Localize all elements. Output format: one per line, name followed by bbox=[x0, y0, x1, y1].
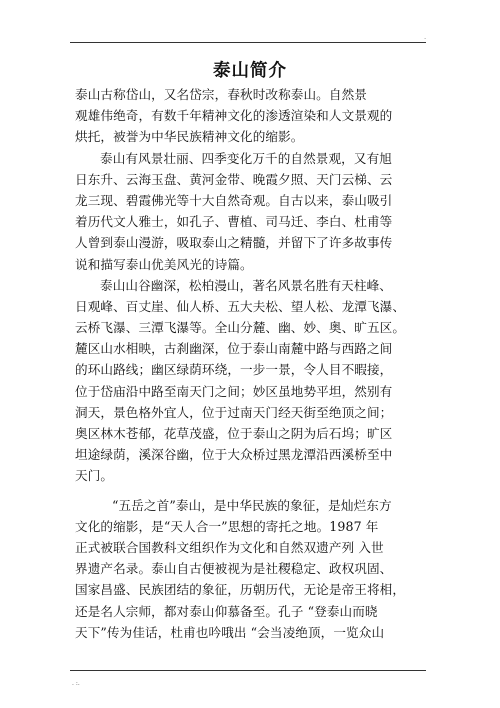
text-line: 的环山路线；幽区绿荫环绕，一步一景，令人目不暇接， bbox=[75, 362, 393, 378]
text-line: 泰山山谷幽深，松柏漫山，著名风景名胜有天柱峰、 bbox=[100, 277, 392, 293]
page-title: 泰山简介 bbox=[213, 61, 287, 81]
text-line: 龙三现、碧霞佛光等十大自然奇观。自古以来，泰山吸引 bbox=[75, 192, 393, 208]
footer-rule bbox=[70, 670, 426, 671]
text-line: 国家昌盛、民族团结的象征，历朝历代，无论是帝王将相， bbox=[75, 582, 406, 598]
text-line: 说和描写泰山优美风光的诗篇。 bbox=[75, 256, 253, 272]
text-line: 天下”传为佳话，杜甫也吟哦出 “会当凌绝顶，一览众山 bbox=[75, 624, 385, 640]
text-line: 洞天，景色格外宜人，位于过南天门经天街至绝顶之间； bbox=[75, 404, 393, 420]
text-line: 位于岱庙沿中路至南天门之间；妙区虽地势平坦，然别有 bbox=[75, 383, 393, 399]
text-line: 还是名人宗师，都对泰山仰慕备至。孔子 “登泰山而晓 bbox=[75, 603, 378, 619]
text-line: 着历代文人雅士，如孔子、曹植、司马迁、李白、杜甫等 bbox=[75, 214, 393, 230]
footer-corner-mark: . :. bbox=[72, 680, 80, 687]
text-line: 烘托，被誉为中华民族精神文化的缩影。 bbox=[75, 129, 304, 145]
header-rule bbox=[70, 42, 426, 43]
text-line: 泰山古称岱山，又名岱宗，春秋时改称泰山。自然景 bbox=[75, 87, 367, 102]
text-line: 界遗产名录。泰山自古便被视为是社稷稳定、政权巩固、 bbox=[75, 561, 393, 577]
text-line: 文化的缩影，是“天人合一”思想的寄托之地。1987 年 bbox=[75, 518, 379, 534]
text-line: 日东升、云海玉盘、黄河金带、晚霞夕照、天门云梯、云 bbox=[75, 171, 393, 187]
document-body bbox=[75, 84, 429, 643]
header-corner-mark: . bbox=[424, 34, 426, 41]
text-line: 日观峰、百丈崖、仙人桥、五大夫松、望人松、龙潭飞瀑、 bbox=[75, 298, 406, 314]
text-line: 观雄伟绝奇，有数千年精神文化的渗透渲染和人文景观的 bbox=[75, 108, 393, 124]
text-line: 正式被联合国教科文组织作为文化和自然双遗产列 入世 bbox=[75, 539, 384, 555]
text-line: 坦途绿荫，溪深谷幽，位于大众桥过黑龙潭沿西溪桥至中 bbox=[75, 447, 393, 463]
text-line: 麓区山水相映，古刹幽深，位于泰山南麓中路与西路之间 bbox=[75, 341, 393, 357]
text-line: 人曾到泰山漫游，吸取泰山之精髓，并留下了许多故事传 bbox=[75, 235, 393, 251]
text-line: 天门。 bbox=[75, 468, 114, 484]
text-line: 奥区林木苍郁，花草茂盛，位于泰山之阴为后石坞；旷区 bbox=[75, 426, 393, 441]
text-line: 云桥飞瀑、三潭飞瀑等。全山分麓、幽、妙、奥、旷五区。 bbox=[75, 320, 406, 336]
text-line: 泰山有风景壮丽、四季变化万千的自然景观，又有旭 bbox=[100, 150, 392, 166]
text-line: “五岳之首”泰山，是中华民族的象征，是灿烂东方 bbox=[112, 497, 392, 513]
